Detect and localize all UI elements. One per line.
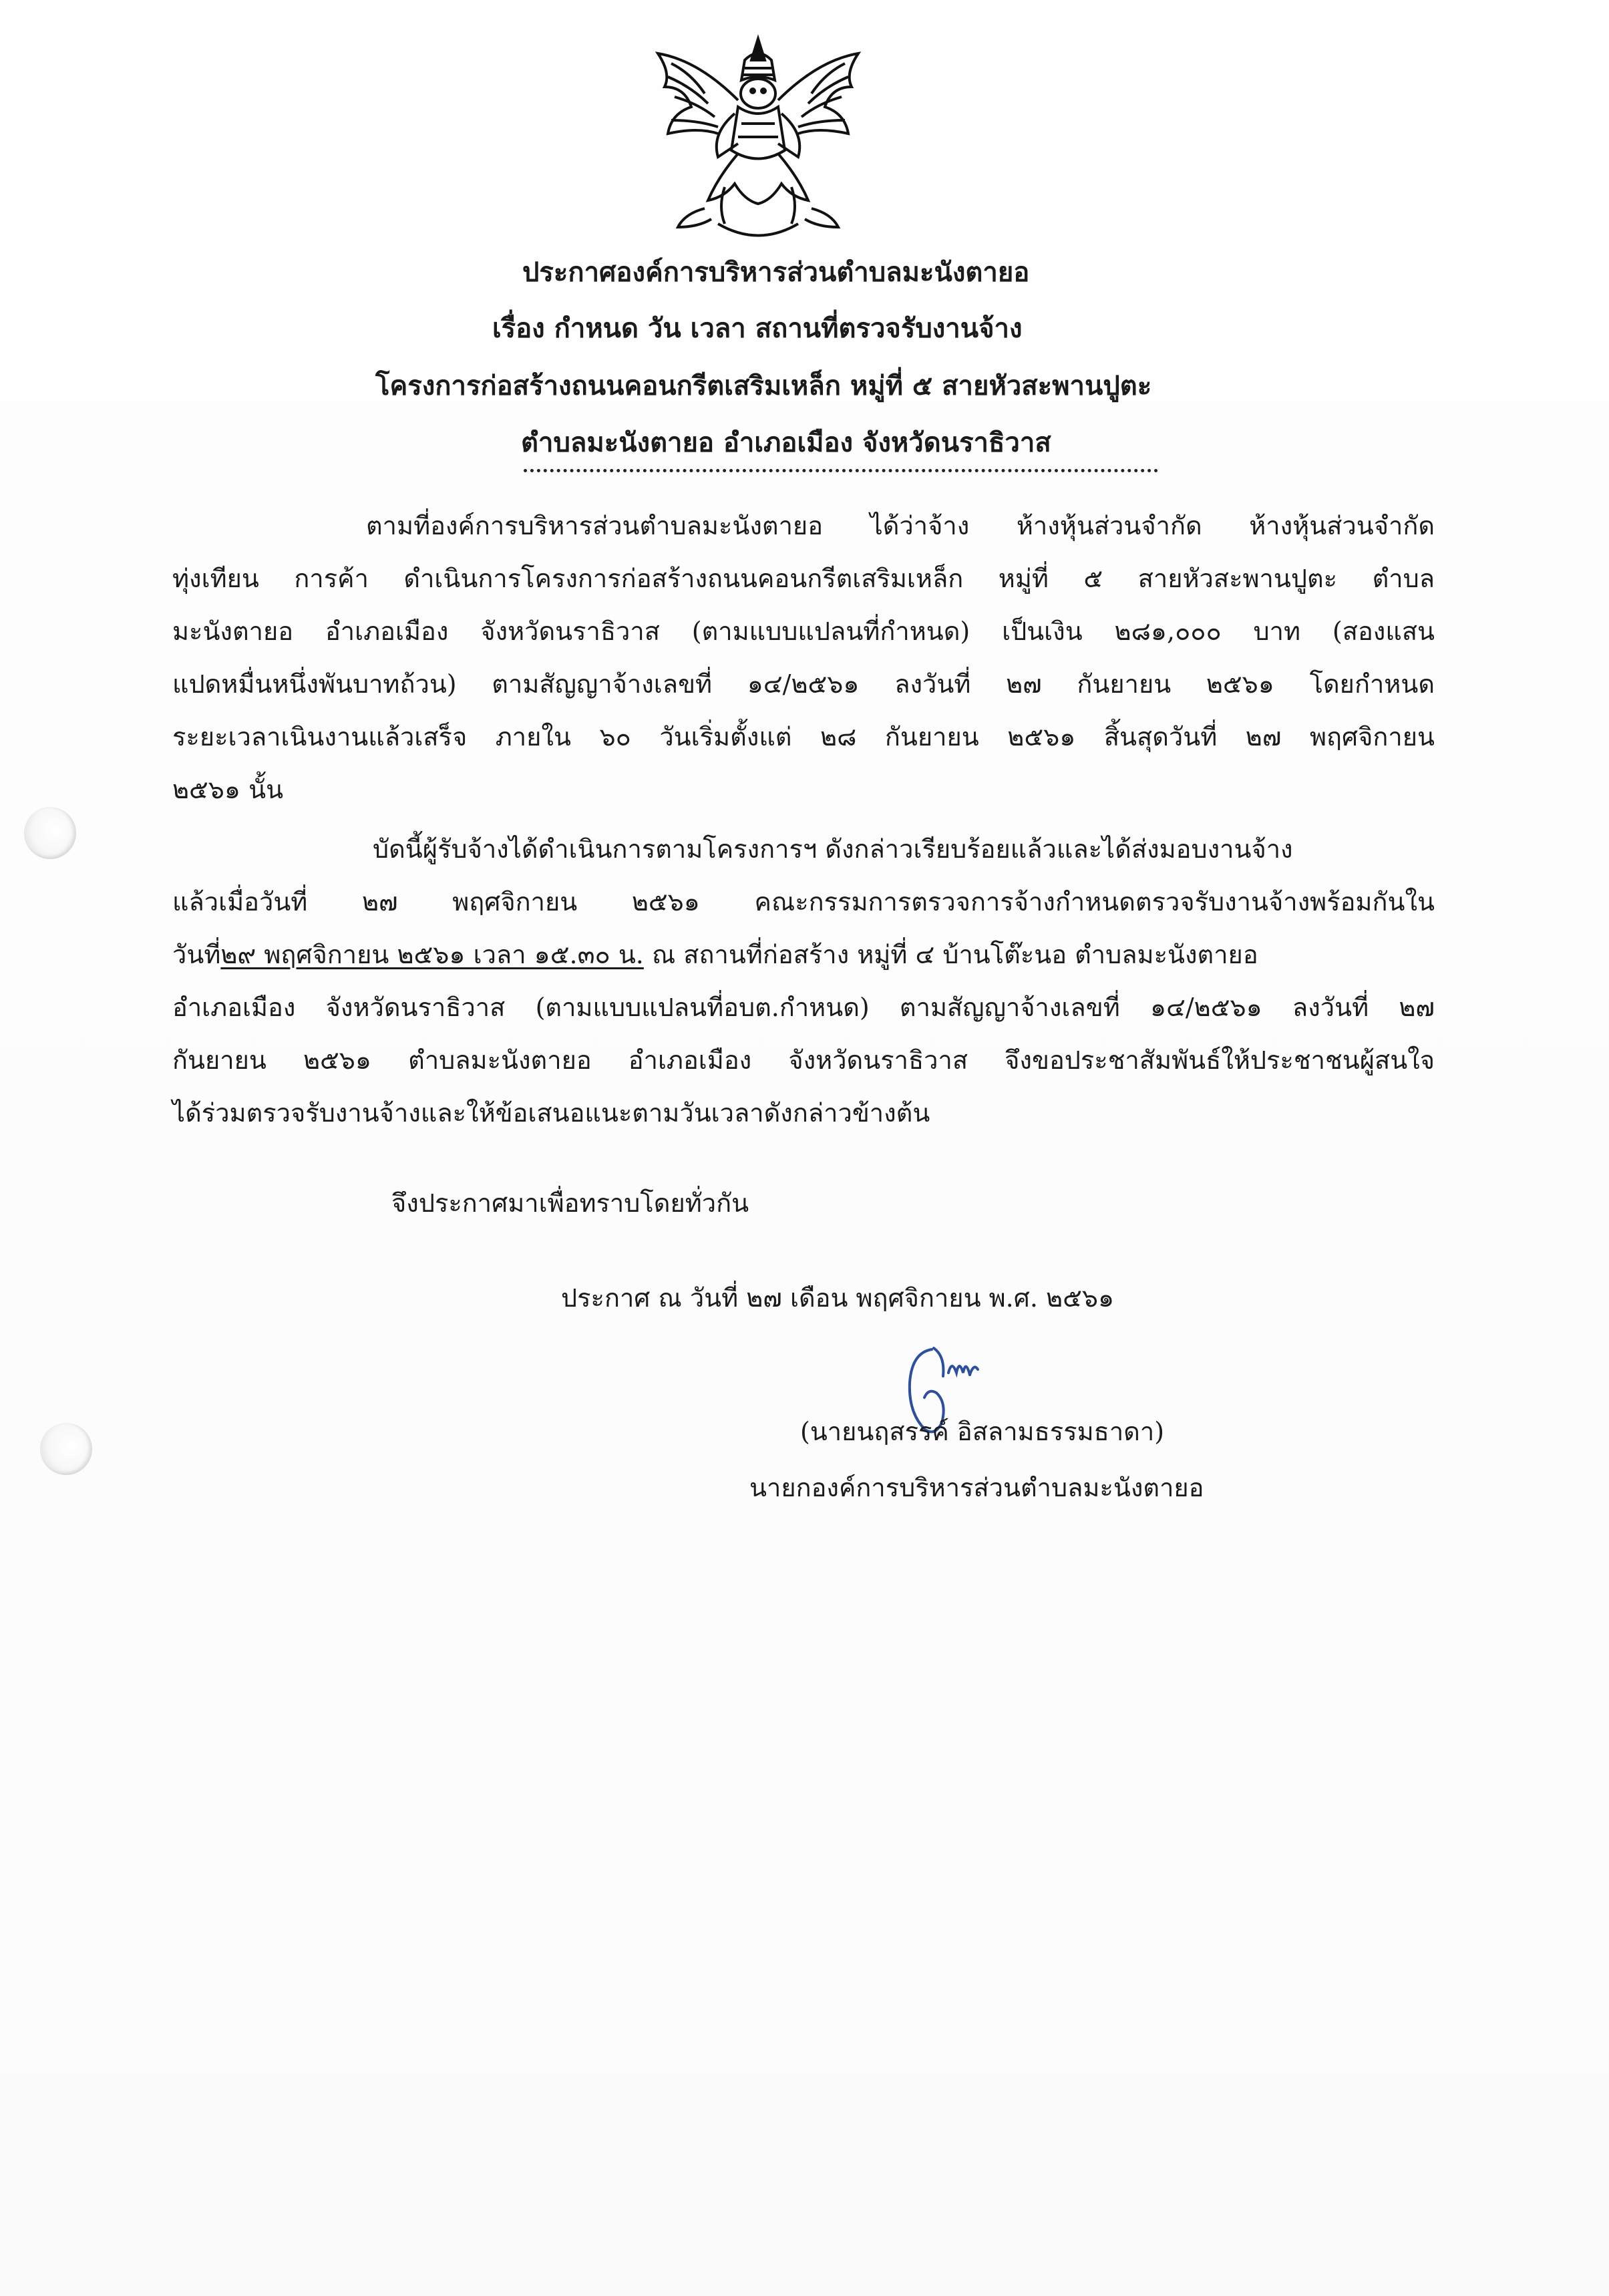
announcement-date: ประกาศ ณ วันที่ ๒๗ เดือน พฤศจิกายน พ.ศ. ๒๕๖๑: [561, 1283, 1115, 1313]
inspection-date-underlined: ๒๙ พฤศจิกายน ๒๕๖๑ เวลา ๑๕.๓๐ น.: [220, 940, 644, 969]
punch-hole: [24, 807, 76, 859]
paragraph-background: [172, 500, 1435, 816]
paragraph-line: แปดหมื่นหนึ่งพันบาทถ้วน) ตามสัญญาจ้างเลขที่ ๑๔/๒๕๖๑ ลงวันที่ ๒๗ กันยายน ๒๕๖๑ โดยกำหนด: [172, 669, 1435, 699]
paragraph-line: ตามที่องค์การบริหารส่วนตำบลมะนังตายอ ได้ว่าจ้าง ห้างหุ้นส่วนจำกัด ห้างหุ้นส่วนจำกัด: [366, 511, 1435, 540]
punch-hole: [40, 1423, 92, 1475]
paragraph-line: กันยายน ๒๕๖๑ ตำบลมะนังตายอ อำเภอเมือง จังหวัดนราธิวาส จึงขอประชาสัมพันธ์ให้ประชาชนผู้สนใจ: [172, 1045, 1435, 1075]
paragraph-line: แล้วเมื่อวันที่ ๒๗ พฤศจิกายน ๒๕๖๑ คณะกรรมการตรวจการจ้างกำหนดตรวจรับงานจ้างพร้อมกันใน: [172, 887, 1435, 917]
paragraph-line: มะนังตายอ อำเภอเมือง จังหวัดนราธิวาส (ตามแบบแปลนที่กำหนด) เป็นเงิน ๒๘๑,๐๐๐ บาท (สองแสน: [172, 617, 1435, 646]
paragraph-line-inspection-date: [172, 929, 1435, 981]
signer-name: (นายนฤสรรค์ อิสลามธรรมธาดา): [800, 1417, 1165, 1446]
paragraph-line: ทุ่งเทียน การค้า ดำเนินการโครงการก่อสร้างถนนคอนกรีตเสริมเหล็ก หมู่ที่ ๕ สายหัวสะพานปูตะ ตำบล: [172, 564, 1435, 593]
dotted-separator: [524, 469, 1158, 472]
inspection-date-prefix: วันที่: [172, 940, 221, 969]
title-subject: เรื่อง กำหนด วัน เวลา สถานที่ตรวจรับงานจ้าง: [492, 313, 1023, 344]
paragraph-line: บัดนี้ผู้รับจ้างได้ดำเนินการตามโครงการฯ ดังกล่าวเรียบร้อยแล้วและได้ส่งมอบงานจ้าง: [373, 834, 1293, 864]
paragraph-inspection: [172, 823, 1435, 1140]
paragraph-line: ระยะเวลาเนินงานแล้วเสร็จ ภายใน ๖๐ วันเริ่มตั้งแต่ ๒๘ กันยายน ๒๕๖๑ สิ้นสุดวันที่ ๒๗ พฤศจิกายน: [172, 722, 1435, 752]
signer-title: นายกองค์การบริหารส่วนตำบลมะนังตายอ: [749, 1473, 1204, 1502]
garuda-emblem-icon: [645, 33, 872, 246]
title-organization: ประกาศองค์การบริหารส่วนตำบลมะนังตายอ: [522, 257, 1030, 288]
paragraph-line: ๒๕๖๑ นั้น: [172, 775, 284, 804]
title-location: ตำบลมะนังตายอ อำเภอเมือง จังหวัดนราธิวาส: [521, 427, 1051, 458]
title-project: โครงการก่อสร้างถนนคอนกรีตเสริมเหล็ก หมู่ที่ ๕ สายหัวสะพานปูตะ: [375, 370, 1152, 401]
paragraph-line: อำเภอเมือง จังหวัดนราธิวาส (ตามแบบแปลนที่อบต.กำหนด) ตามสัญญาจ้างเลขที่ ๑๔/๒๕๖๑ ลงวันที่ ๒๗: [172, 993, 1435, 1022]
inspection-place: ณ สถานที่ก่อสร้าง หมู่ที่ ๔ บ้านโต๊ะนอ ตำบลมะนังตายอ: [643, 940, 1258, 969]
closing-statement: จึงประกาศมาเพื่อทราบโดยทั่วกัน: [391, 1188, 749, 1218]
paragraph-line: ได้ร่วมตรวจรับงานจ้างและให้ข้อเสนอแนะตามวันเวลาดังกล่าวข้างต้น: [172, 1098, 930, 1128]
